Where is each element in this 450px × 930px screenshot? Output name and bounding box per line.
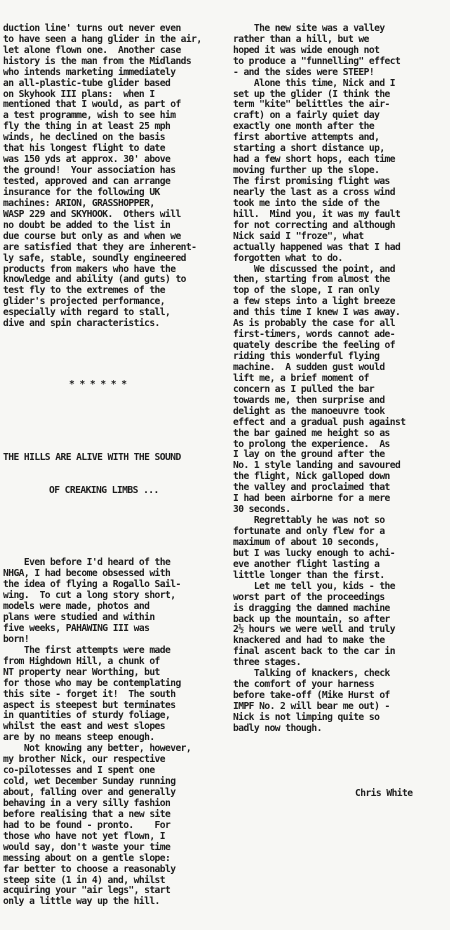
text-line: in quantities of sturdy foliage, bbox=[3, 710, 171, 722]
text-line: the ground! Your association has bbox=[3, 165, 176, 177]
text-line: little longer than the first. bbox=[233, 569, 385, 581]
text-line: products from makers who have the bbox=[3, 263, 176, 275]
text-line: final ascent back to the car in bbox=[233, 646, 396, 658]
text-line: to produce a "funnelling" effect bbox=[233, 55, 401, 67]
text-line: to have seen a hang glider in the air, bbox=[3, 33, 202, 45]
text-line: riding this wonderful flying bbox=[233, 351, 380, 363]
text-line: The new site was a valley bbox=[233, 22, 385, 34]
text-line: whilst the east and west slopes bbox=[3, 721, 166, 733]
text-line: the comfort of your harness bbox=[233, 679, 375, 691]
text-line: my brother Nick, our respective bbox=[3, 754, 166, 766]
spacer bbox=[233, 757, 447, 767]
text-line: machine. A sudden gust would bbox=[233, 361, 385, 373]
article-heading-line2: OF CREAKING LIMBS ... bbox=[49, 484, 159, 496]
text-line: born! bbox=[3, 633, 30, 645]
text-line: NHGA, I had become obsessed with bbox=[3, 568, 171, 580]
text-line: for those who may be contemplating bbox=[3, 677, 181, 689]
text-line: an all-plastic-tube glider based bbox=[3, 77, 171, 89]
text-line: Even before I'd heard of the bbox=[3, 557, 171, 569]
text-line: three stages. bbox=[233, 657, 301, 669]
right-article-body bbox=[233, 24, 447, 735]
text-line: five weeks, PAHAWING III was bbox=[3, 622, 150, 634]
text-line: for not correcting and although bbox=[233, 219, 396, 231]
text-line: top of the slope, I ran only bbox=[233, 285, 380, 297]
text-line: was 150 yds at approx. 30' above bbox=[3, 154, 171, 166]
text-line: - and the sides were STEEP! bbox=[233, 66, 375, 78]
text-line: far better to choose a reasonably bbox=[3, 863, 176, 875]
text-line: Nick said I "froze", what bbox=[233, 230, 364, 242]
text-line: ly safe, stable, soundly engineered bbox=[3, 252, 186, 264]
text-line: this site - forget it! The south bbox=[3, 688, 176, 700]
text-line: term "kite" belittles the air- bbox=[233, 99, 390, 111]
text-line: plans were studied and within bbox=[3, 612, 155, 624]
text-line: As is probably the case for all bbox=[233, 318, 396, 330]
text-line: wing. To cut a long story short, bbox=[3, 590, 176, 602]
text-line: and this time I knew I was away. bbox=[233, 307, 401, 319]
text-line: who intends marketing immediately bbox=[3, 66, 176, 78]
text-line: set up the glider (I think the bbox=[233, 88, 390, 100]
text-line: eve another flight lasting a bbox=[233, 558, 380, 570]
text-line: first-timers, words cannot ade- bbox=[233, 329, 396, 341]
text-line: quately describe the feeling of bbox=[233, 340, 396, 352]
text-line: lift me, a brief moment of bbox=[233, 372, 369, 384]
text-line: those who have not yet flown, I bbox=[3, 830, 166, 842]
text-line: on Skyhook III plans: when I bbox=[3, 88, 155, 100]
text-line: cold, wet December Sunday running bbox=[3, 776, 176, 788]
text-line: especially with regard to stall, bbox=[3, 307, 171, 319]
text-line: back up the mountain, so after bbox=[233, 613, 390, 625]
text-line: I lay on the ground after the bbox=[233, 449, 385, 461]
left-column bbox=[3, 2, 231, 930]
text-line: IMPF No. 2 will bear me out) - bbox=[233, 701, 390, 713]
text-line: towards me, then surprise and bbox=[233, 394, 385, 406]
left-article-body bbox=[3, 558, 231, 908]
text-line: are satisfied that they are inherent- bbox=[3, 241, 197, 253]
text-line: before realising that a new site bbox=[3, 808, 171, 820]
text-line: dive and spin characteristics. bbox=[3, 318, 160, 330]
text-line: winds, he declined on the basis bbox=[3, 132, 166, 144]
text-line: 30 seconds. bbox=[233, 504, 291, 516]
text-line: due course but only as and when we bbox=[3, 230, 181, 242]
text-line: is dragging the damned machine bbox=[233, 602, 390, 614]
text-line: messing about on a gentle slope: bbox=[3, 852, 171, 864]
text-line: first abortive attempts and, bbox=[233, 132, 380, 144]
text-line: the bar gained me height so as bbox=[233, 427, 390, 439]
text-line: from Highdown Hill, a chunk of bbox=[3, 655, 160, 667]
text-line: hill. Mind you, it was my fault bbox=[233, 208, 401, 220]
text-line: nearly the last as a cross wind bbox=[233, 186, 396, 198]
text-line: Regrettably he was not so bbox=[233, 515, 385, 527]
text-line: machines: ARION, GRASSHOPPER, bbox=[3, 197, 155, 209]
section-divider-stars: * * * * * * bbox=[69, 378, 127, 390]
text-line: I had been airborne for a mere bbox=[233, 493, 390, 505]
author-signature: Chris White bbox=[355, 787, 413, 799]
text-line: rather than a hill, but we bbox=[233, 33, 369, 45]
text-line: insurance for the following UK bbox=[3, 186, 160, 198]
text-line: fortunate and only flew for a bbox=[233, 526, 385, 538]
text-line: the flight, Nick galloped down bbox=[233, 471, 390, 483]
text-line: starting a short distance up, bbox=[233, 143, 385, 155]
text-line: behaving in a very silly fashion bbox=[3, 797, 171, 809]
text-line: mentioned that I would, as part of bbox=[3, 99, 181, 111]
text-line: about, falling over and generally bbox=[3, 787, 176, 799]
text-line: then, starting from almost the bbox=[233, 274, 390, 286]
text-line: a test programme, wish to see him bbox=[3, 110, 176, 122]
text-line: exactly one month after the bbox=[233, 121, 375, 133]
text-line: maximum of about 10 seconds, bbox=[233, 536, 380, 548]
text-line: aspect is steepest but terminates bbox=[3, 699, 176, 711]
text-line: let alone flown one. Another case bbox=[3, 44, 181, 56]
text-line: Nick is not limping quite so bbox=[233, 711, 380, 723]
text-line: Alone this time, Nick and I bbox=[233, 77, 396, 89]
text-line: No. 1 style landing and savoured bbox=[233, 460, 401, 472]
text-line: steep site (1 in 4) and, whilst bbox=[3, 874, 166, 886]
text-line: Not knowing any better, however, bbox=[3, 743, 192, 755]
text-line: The first promising flight was bbox=[233, 176, 390, 188]
text-line: Talking of knackers, check bbox=[233, 668, 390, 680]
text-line: the idea of flying a Rogallo Sail- bbox=[3, 579, 181, 591]
left-paragraph-block bbox=[3, 24, 231, 330]
text-line: worst part of the proceedings bbox=[233, 591, 385, 603]
text-line: moving further up the slope. bbox=[233, 165, 380, 177]
text-line: delight as the manoeuvre took bbox=[233, 405, 385, 417]
text-line: no doubt be added to the list in bbox=[3, 219, 171, 231]
text-line: craft) on a fairly quiet day bbox=[233, 110, 380, 122]
text-line: history is the man from the Midlands bbox=[3, 55, 192, 67]
text-line: The first attempts were made bbox=[3, 644, 171, 656]
text-line: to prolong the experience. As bbox=[233, 438, 390, 450]
right-column bbox=[233, 2, 447, 822]
text-line: took me into the side of the bbox=[233, 197, 380, 209]
spacer bbox=[3, 352, 231, 358]
spacer bbox=[3, 518, 231, 536]
text-line: acquiring your "air legs", start bbox=[3, 885, 171, 897]
text-line: had to be found - pronto. For bbox=[3, 819, 171, 831]
text-line: 2½ hours we were well and truly bbox=[233, 624, 396, 636]
text-line: badly now though. bbox=[233, 722, 322, 734]
text-line: fly the thing in at least 25 mph bbox=[3, 121, 171, 133]
text-line: co-pilotesses and I spent one bbox=[3, 765, 155, 777]
article-heading-line1: THE HILLS ARE ALIVE WITH THE SOUND bbox=[3, 451, 181, 463]
text-line: that his longest flight to date bbox=[3, 143, 166, 155]
text-line: only a little way up the hill. bbox=[3, 896, 160, 908]
text-line: knackered and had to make the bbox=[233, 635, 385, 647]
text-line: test fly to the extremes of the bbox=[3, 285, 166, 297]
text-line: effect and a gradual push against bbox=[233, 416, 406, 428]
text-line: duction line' turns out never even bbox=[3, 22, 181, 34]
text-line: We discussed the point, and bbox=[233, 263, 396, 275]
text-line: the valley and proclaimed that bbox=[233, 482, 390, 494]
text-line: hoped it was wide enough not bbox=[233, 44, 380, 56]
text-line: Let me tell you, kids - the bbox=[233, 580, 396, 592]
text-line: tested, approved and can arrange bbox=[3, 176, 171, 188]
text-line: actually happened was that I had bbox=[233, 241, 401, 253]
text-line: would say, don't waste your time bbox=[3, 841, 171, 853]
text-line: a few steps into a light breeze bbox=[233, 296, 396, 308]
text-line: before take-off (Mike Hurst of bbox=[233, 690, 390, 702]
spacer bbox=[3, 413, 231, 431]
text-line: glider's projected performance, bbox=[3, 296, 166, 308]
text-line: but I was lucky enough to achi- bbox=[233, 547, 396, 559]
text-line: models were made, photos and bbox=[3, 601, 150, 613]
text-line: knowledge and ability (and guts) to bbox=[3, 274, 186, 286]
text-line: concern as I pulled the bar bbox=[233, 383, 375, 395]
text-line: are by no means steep enough. bbox=[3, 732, 155, 744]
text-line: NT property near Worthing, but bbox=[3, 666, 160, 678]
text-line: forgotten what to do. bbox=[233, 252, 343, 264]
text-line: had a few short hops, each time bbox=[233, 154, 396, 166]
text-line: WASP 229 and SKYHOOK. Others will bbox=[3, 208, 181, 220]
